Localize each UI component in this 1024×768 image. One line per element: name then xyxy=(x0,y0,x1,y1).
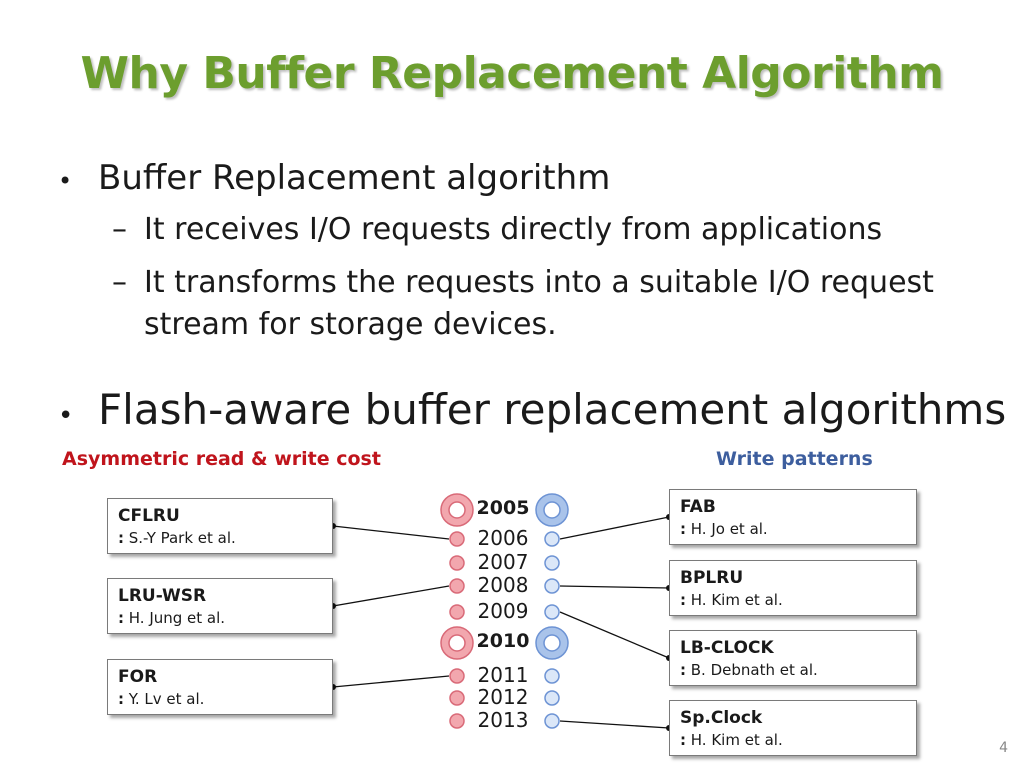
blue-marker-2013 xyxy=(545,714,559,728)
year-label-2009: 2009 xyxy=(477,599,529,623)
year-label-2005: 2005 xyxy=(476,497,530,519)
algorithm-name: FOR xyxy=(118,667,158,687)
left-algorithm-box xyxy=(107,578,333,634)
dash-icon: – xyxy=(112,265,127,300)
year-label-2010: 2010 xyxy=(476,630,530,652)
blue-marker-2009 xyxy=(545,605,559,619)
year-label-2007: 2007 xyxy=(477,550,529,574)
connector-lru-wsr xyxy=(333,586,449,606)
year-label-2011: 2011 xyxy=(477,663,529,687)
sub-bullet-text: It receives I/O requests directly from applications xyxy=(144,212,883,247)
algorithm-authors xyxy=(680,589,906,611)
algorithm-name: LRU-WSR xyxy=(118,586,207,606)
bullet-dot-icon: • xyxy=(58,401,74,431)
authors-text: H. Jung et al. xyxy=(124,609,226,627)
authors-prefix: : xyxy=(680,520,686,538)
red-marker-2007 xyxy=(450,556,464,570)
algorithm-authors xyxy=(680,518,906,540)
red-marker-2009 xyxy=(450,605,464,619)
left-algorithm-box xyxy=(107,659,333,715)
year-label-2006: 2006 xyxy=(477,526,529,550)
algorithm-name: Sp.Clock xyxy=(680,708,763,728)
sub-bullet-text: It transforms the requests into a suitable I/O request stream for storage devices. xyxy=(144,265,934,342)
connector-lb-clock xyxy=(560,612,669,658)
authors-prefix: : xyxy=(118,529,124,547)
red-marker-2005 xyxy=(449,502,465,518)
red-marker-2013 xyxy=(450,714,464,728)
label-write-patterns: Write patterns xyxy=(716,448,873,470)
connector-bplru xyxy=(560,586,669,588)
red-marker-2011 xyxy=(450,669,464,683)
algorithm-name: FAB xyxy=(680,497,716,517)
algorithm-authors xyxy=(118,527,322,549)
connector-for xyxy=(333,676,449,687)
bullet-text: Buffer Replacement algorithm xyxy=(98,158,611,198)
algorithm-name: BPLRU xyxy=(680,568,744,588)
authors-prefix: : xyxy=(680,591,686,609)
dash-icon: – xyxy=(112,212,127,247)
page-number: 4 xyxy=(999,740,1008,756)
algorithm-authors xyxy=(118,688,322,710)
right-algorithm-box xyxy=(669,700,917,756)
blue-marker-2008 xyxy=(545,579,559,593)
blue-marker-2007 xyxy=(545,556,559,570)
authors-text: H. Kim et al. xyxy=(686,591,783,609)
label-asymmetric-cost: Asymmetric read & write cost xyxy=(62,448,381,470)
blue-marker-2012 xyxy=(545,691,559,705)
left-algorithm-box xyxy=(107,498,333,554)
red-marker-2010 xyxy=(449,635,465,651)
blue-marker-2005 xyxy=(544,502,560,518)
red-marker-2012 xyxy=(450,691,464,705)
bullet-dot-icon: • xyxy=(58,167,73,195)
right-algorithm-box xyxy=(669,489,917,545)
bullet-text: Flash-aware buffer replacement algorithms xyxy=(98,385,1007,434)
authors-text: B. Debnath et al. xyxy=(686,661,818,679)
year-label-2013: 2013 xyxy=(477,708,529,732)
authors-text: S.-Y Park et al. xyxy=(124,529,236,547)
authors-prefix: : xyxy=(118,690,124,708)
authors-text: Y. Lv et al. xyxy=(124,690,205,708)
right-algorithm-box xyxy=(669,560,917,616)
red-marker-2008 xyxy=(450,579,464,593)
algorithm-name: CFLRU xyxy=(118,506,180,526)
connector-cflru xyxy=(333,526,449,539)
authors-prefix: : xyxy=(680,661,686,679)
algorithm-authors xyxy=(118,607,322,629)
blue-marker-2010 xyxy=(544,635,560,651)
red-marker-2006 xyxy=(450,532,464,546)
authors-prefix: : xyxy=(680,731,686,749)
connector-sp-clock xyxy=(560,721,669,728)
authors-prefix: : xyxy=(118,609,124,627)
algorithm-authors xyxy=(680,729,906,751)
year-label-2012: 2012 xyxy=(477,685,529,709)
connector-fab xyxy=(560,517,669,539)
right-algorithm-box xyxy=(669,630,917,686)
year-label-2008: 2008 xyxy=(477,573,529,597)
authors-text: H. Kim et al. xyxy=(686,731,783,749)
blue-marker-2011 xyxy=(545,669,559,683)
algorithm-authors xyxy=(680,659,906,681)
authors-text: H. Jo et al. xyxy=(686,520,768,538)
algorithm-name: LB-CLOCK xyxy=(680,638,774,658)
blue-marker-2006 xyxy=(545,532,559,546)
slide-title: Why Buffer Replacement Algorithm xyxy=(80,48,944,99)
